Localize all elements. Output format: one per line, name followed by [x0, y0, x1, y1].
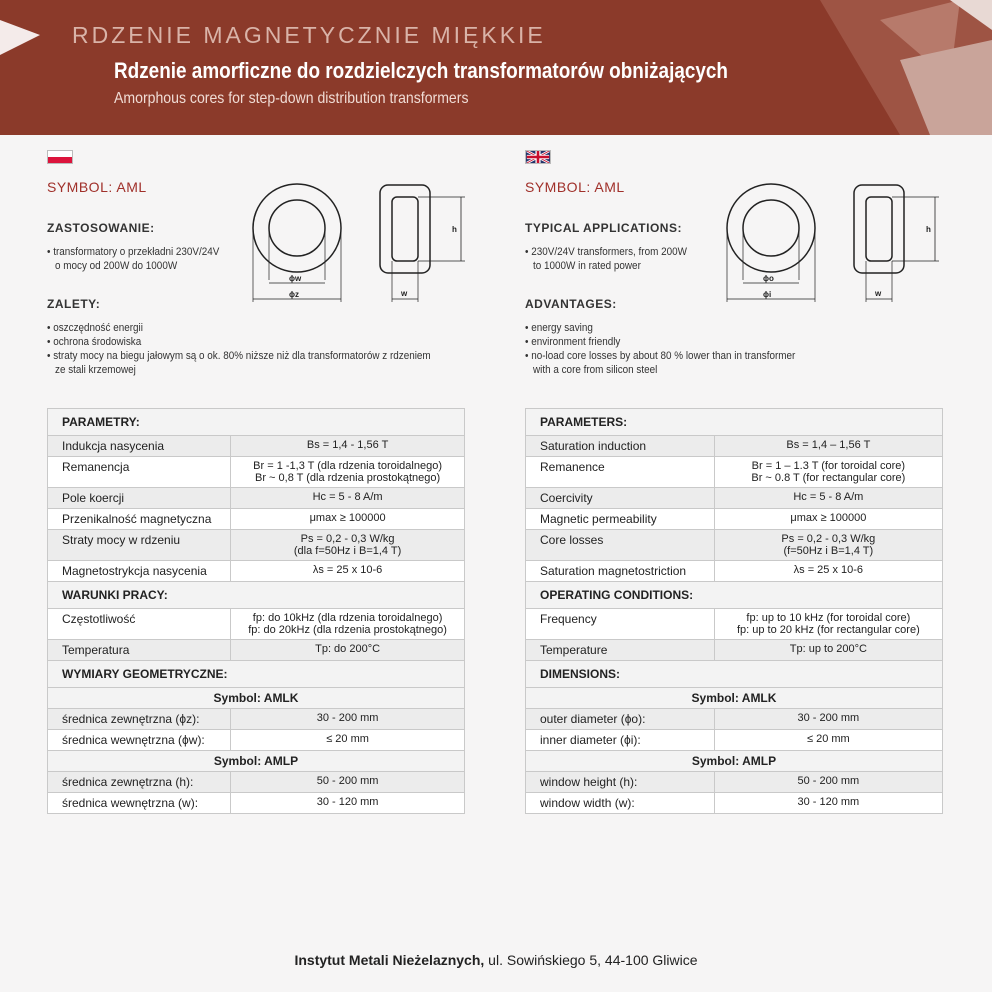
param-name: Remanencja: [48, 457, 231, 488]
poland-flag-icon: [47, 150, 73, 164]
dim-value: 30 - 120 mm: [714, 793, 942, 814]
param-name: Magnetostrykcja nasycenia: [48, 561, 231, 582]
core-dimension-diagram: [247, 180, 477, 310]
symbol-row: Symbol: AMLP: [526, 751, 943, 772]
conditions-heading: WARUNKI PRACY:: [48, 582, 465, 609]
inner-diameter-label: ϕw: [289, 274, 302, 283]
dim-value: 30 - 120 mm: [231, 793, 465, 814]
applications-line: • transformatory o przekładni 230V/24V: [47, 246, 220, 258]
param-name: Częstotliwość: [48, 609, 231, 640]
width-label: w: [401, 289, 408, 298]
outer-diameter-label: ϕz: [289, 290, 299, 299]
dim-name: window height (h):: [526, 772, 715, 793]
param-value: Bs = 1,4 – 1,56 T: [714, 436, 942, 457]
dim-value: ≤ 20 mm: [231, 730, 465, 751]
advantages-line: ze stali krzemowej: [55, 364, 136, 376]
parameters-table: [525, 408, 943, 814]
dim-name: średnica wewnętrzna (w):: [48, 793, 231, 814]
param-value: λs = 25 x 10-6: [714, 561, 942, 582]
symbol-label: SYMBOL: AML: [47, 179, 147, 195]
param-name: Saturation magnetostriction: [526, 561, 715, 582]
symbol-row: Symbol: AMLK: [526, 688, 943, 709]
header-banner: [0, 0, 992, 135]
advantages-line: • ochrona środowiska: [47, 336, 142, 348]
dim-name: średnica zewnętrzna (ϕz):: [48, 709, 231, 730]
param-value: Hc = 5 - 8 A/m: [231, 488, 465, 509]
param-name: Pole koercji: [48, 488, 231, 509]
dimensions-heading: DIMENSIONS:: [526, 661, 943, 688]
dim-value: 30 - 200 mm: [231, 709, 465, 730]
symbol-row: Symbol: AMLK: [48, 688, 465, 709]
outer-diameter-label: ϕo: [763, 274, 774, 283]
symbol-label: SYMBOL: AML: [525, 179, 625, 195]
height-label: h: [926, 225, 931, 234]
param-value: (dla f=50Hz i B=1,4 T): [293, 545, 402, 557]
core-dimension-diagram: [721, 180, 951, 310]
param-value: Tp: do 200°C: [231, 640, 465, 661]
dim-name: inner diameter (ϕi):: [526, 730, 715, 751]
param-value: μmax ≥ 100000: [231, 509, 465, 530]
param-value: Br ~ 0,8 T (dla rdzenia prostokątnego): [254, 472, 441, 484]
uk-flag-icon: [525, 150, 551, 164]
param-value: fp: do 10kHz (dla rdzenia toroidalnego): [252, 612, 443, 624]
dim-value: 50 - 200 mm: [231, 772, 465, 793]
applications-heading: TYPICAL APPLICATIONS:: [525, 221, 682, 235]
header-kicker: RDZENIE MAGNETYCZNIE MIĘKKIE: [72, 22, 546, 48]
param-name: Indukcja nasycenia: [48, 436, 231, 457]
width-label: w: [875, 289, 882, 298]
institute-address: ul. Sowińskiego 5, 44-100 Gliwice: [484, 952, 698, 968]
footer-address: [0, 952, 992, 968]
param-name: Magnetic permeability: [526, 509, 715, 530]
conditions-heading: OPERATING CONDITIONS:: [526, 582, 943, 609]
advantages-line: with a core from silicon steel: [533, 364, 658, 376]
param-name: Coercivity: [526, 488, 715, 509]
advantages-line: • no-load core losses by about 80 % lower than in transformer: [525, 350, 796, 362]
applications-line: o mocy od 200W do 1000W: [55, 260, 178, 272]
symbol-row: Symbol: AMLP: [48, 751, 465, 772]
param-value: λs = 25 x 10-6: [231, 561, 465, 582]
param-value: Ps = 0,2 - 0,3 W/kg: [300, 533, 395, 545]
dim-value: ≤ 20 mm: [714, 730, 942, 751]
param-name: Saturation induction: [526, 436, 715, 457]
height-label: h: [452, 225, 457, 234]
param-value: Tp: up to 200°C: [714, 640, 942, 661]
param-value: Hc = 5 - 8 A/m: [714, 488, 942, 509]
param-name: Straty mocy w rdzeniu: [48, 530, 231, 561]
advantages-line: • energy saving: [525, 322, 593, 334]
header-title: Rdzenie amorficzne do rozdzielczych transformatorów obniżających: [114, 58, 728, 83]
param-value: (f=50Hz i B=1,4 T): [783, 545, 874, 557]
applications-line: to 1000W in rated power: [533, 260, 641, 272]
dim-name: średnica zewnętrzna (h):: [48, 772, 231, 793]
param-name: Temperature: [526, 640, 715, 661]
advantages-heading: ADVANTAGES:: [525, 297, 617, 311]
institute-name: Instytut Metali Nieżelaznych,: [294, 952, 485, 968]
param-name: Przenikalność magnetyczna: [48, 509, 231, 530]
param-value: fp: do 20kHz (dla rdzenia prostokątnego): [248, 624, 447, 636]
dim-name: outer diameter (ϕo):: [526, 709, 715, 730]
dim-value: 30 - 200 mm: [714, 709, 942, 730]
advantages-line: • oszczędność energii: [47, 322, 143, 334]
advantages-line: • straty mocy na biegu jałowym są o ok. 80% niższe niż dla transformatorów z rdzeniem: [47, 350, 431, 362]
param-value: μmax ≥ 100000: [714, 509, 942, 530]
parameters-heading: PARAMETERS:: [526, 409, 943, 436]
applications-heading: ZASTOSOWANIE:: [47, 221, 155, 235]
applications-line: • 230V/24V transformers, from 200W: [525, 246, 687, 258]
parameters-heading: PARAMETRY:: [48, 409, 465, 436]
param-value: Br = 1 – 1.3 T (for toroidal core): [751, 460, 906, 472]
advantages-heading: ZALETY:: [47, 297, 101, 311]
dim-value: 50 - 200 mm: [714, 772, 942, 793]
param-name: Frequency: [526, 609, 715, 640]
param-name: Temperatura: [48, 640, 231, 661]
header-subtitle: Amorphous cores for step-down distribution transformers: [114, 90, 469, 107]
dimensions-heading: WYMIARY GEOMETRYCZNE:: [48, 661, 465, 688]
param-value: Bs = 1,4 - 1,56 T: [231, 436, 465, 457]
param-value: fp: up to 10 kHz (for toroidal core): [746, 612, 911, 624]
param-value: Br ~ 0.8 T (for rectangular core): [751, 472, 906, 484]
parameters-table: [47, 408, 465, 814]
advantages-line: • environment friendly: [525, 336, 621, 348]
dim-name: średnica wewnętrzna (ϕw):: [48, 730, 231, 751]
param-value: fp: up to 20 kHz (for rectangular core): [736, 624, 920, 636]
param-name: Core losses: [526, 530, 715, 561]
param-value: Ps = 0,2 - 0,3 W/kg: [781, 533, 876, 545]
inner-diameter-label: ϕi: [763, 290, 772, 299]
dim-name: window width (w):: [526, 793, 715, 814]
param-value: Br = 1 -1,3 T (dla rdzenia toroidalnego): [253, 460, 442, 472]
param-name: Remanence: [526, 457, 715, 488]
